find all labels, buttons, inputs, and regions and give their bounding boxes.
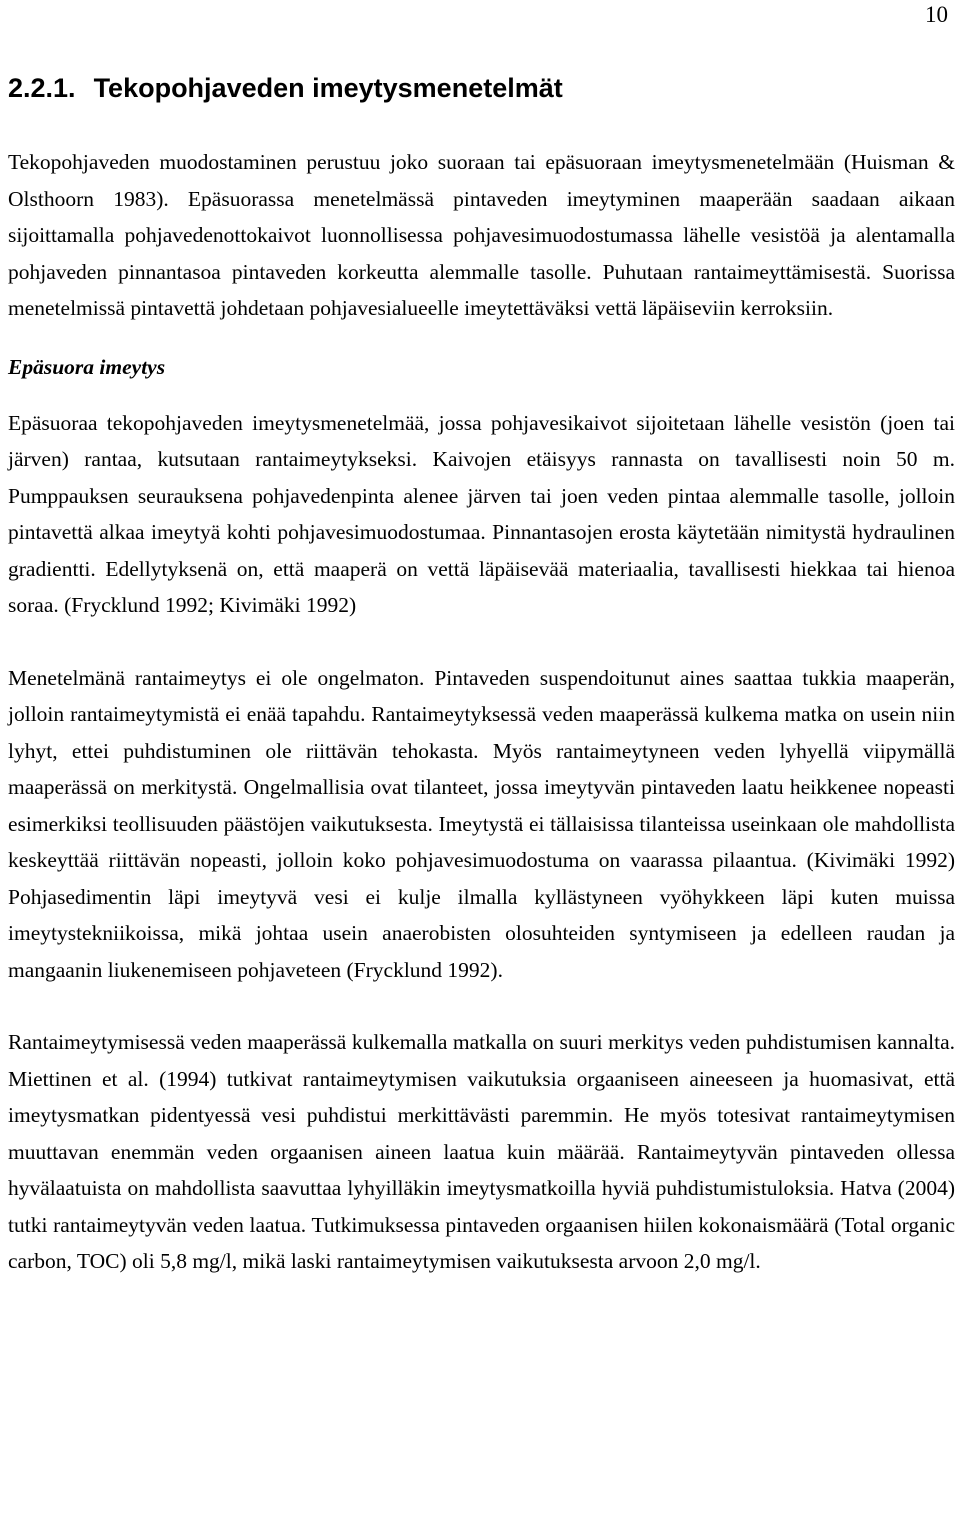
document-body	[8, 70, 955, 1280]
section-title: Tekopohjaveden imeytysmenetelmät	[93, 73, 563, 103]
subheading-epasuora-imeytys: Epäsuora imeytys	[8, 354, 166, 379]
paragraph-2: Menetelmänä rantaimeytys ei ole ongelmaton. Pintaveden suspendoitunut aines saattaa tukkia maaperän, jolloin rantaimeytymistä ei enää tapahdu. Rantaimeytyksessä veden maaperässä kulkema matka on usein niin lyhyt, ettei puhdistuminen ole riittävän tehokasta. Myös rantaimeytyneen veden lyhyellä viipymällä maaperässä on merkitystä. Ongelmallisia ovat tilanteet, jossa imeytyvän pintaveden laatu heikkenee nopeasti esimerkiksi teollisuuden päästöjen vaikutuksesta. Imeytystä ei tällaisissa tilanteissa useinkaan ole mahdollista keskeyttää riittävän nopeasti, jolloin koko pohjavesimuodostuma on vaarassa pilaantua. (Kivimäki 1992) Pohjasedimentin läpi imeytyvä vesi ei kulje ilmalla kyllästyneen vyöhykkeen läpi kuten muissa imeytystekniikoissa, mikä johtaa usein anaerobisten olosuhteiden syntymiseen ja edelleen raudan ja mangaanin liukenemiseen pohjaveteen (Frycklund 1992).	[8, 665, 955, 982]
section-heading	[8, 70, 955, 106]
paragraph-3: Rantaimeytymisessä veden maaperässä kulkemalla matkalla on suuri merkitys veden puhdistumisen kannalta. Miettinen et al. (1994) tutkivat rantaimeytymisen vaikutuksia orgaaniseen aineeseen ja huomasivat, että imeytysmatkan pidentyessä vesi puhdistui merkittävästi paremmin. He myös totesivat rantaimeytymisen muuttavan enemmän veden orgaanisen aineen laatua kuin määrää. Rantaimeytyvän pintaveden ollessa hyvälaatuista on mahdollista saavuttaa lyhyilläkin imeytysmatkoilla hyviä puhdistumistuloksia. Hatva (2004) tutki rantaimeytyvän veden laatua. Tutkimuksessa pintaveden orgaanisen hiilen kokonaismäärä (Total organic carbon, TOC) oli 5,8 mg/l, mikä laski rantaimeytymisen vaikutuksesta arvoon 2,0 mg/l.	[8, 1030, 955, 1273]
page-number: 10	[925, 2, 948, 27]
paragraph-1: Epäsuoraa tekopohjaveden imeytysmenetelmää, jossa pohjavesikaivot sijoitetaan lähelle vesistön (joen tai järven) rantaa, kutsutaan rantaimeytykseksi. Kaivojen etäisyys rannasta on tavallisesti noin 50 m. Pumppauksen seurauksena pohjavedenpinta alenee järven tai joen veden pintaa alemmalle tasolle, jolloin pintavettä alkaa imeytyä kohti pohjavesimuodostumaa. Pinnantasojen erosta käytetään nimitystä hydraulinen gradientti. Edellytyksenä on, että maaperä on vettä läpäisevää materiaalia, tavallisesti hiekkaa tai hienoa soraa. (Frycklund 1992; Kivimäki 1992)	[8, 410, 955, 617]
section-number: 2.2.1.	[8, 73, 76, 103]
intro-paragraph: Tekopohjaveden muodostaminen perustuu joko suoraan tai epäsuoraan imeytysmenetelmään (Huisman & Olsthoorn 1983). Epäsuorassa menetelmässä pintaveden imeytyminen maaperään saadaan aikaan sijoittamalla pohjavedenottokaivot luonnollisessa pohjavesimuodostumassa lähelle vesistöä ja alentamalla pohjaveden pinnantasoa pintaveden korkeutta alemmalle tasolle. Puhutaan rantaimeyttämisestä. Suorissa menetelmissä pintavettä johdetaan pohjavesialueelle imeytettäväksi vettä läpäiseviin kerroksiin.	[8, 150, 955, 320]
